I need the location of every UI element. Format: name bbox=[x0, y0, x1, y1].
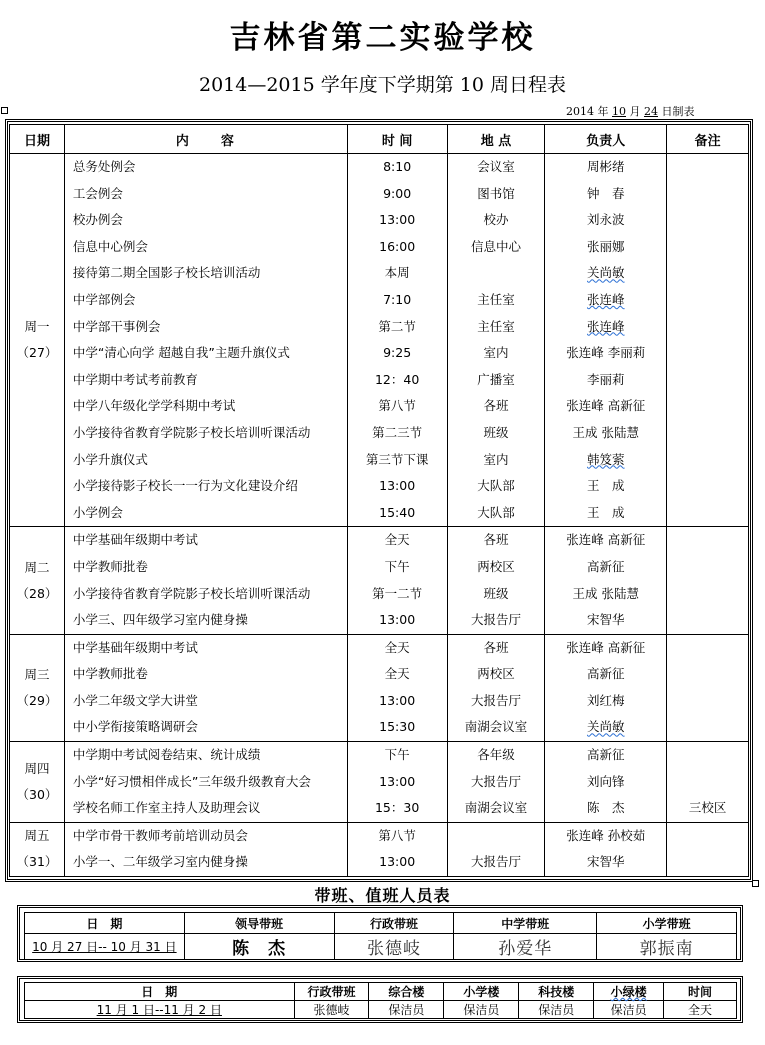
duty2-admin: 张德岐 bbox=[294, 1001, 369, 1019]
event-note bbox=[667, 635, 748, 662]
event-content: 工会例会 bbox=[72, 185, 123, 201]
duty1-middle: 孙爱华 bbox=[454, 934, 597, 960]
event-owner: 张连峰 李丽莉 bbox=[566, 345, 646, 361]
event-place: 大报告厅 bbox=[470, 692, 521, 708]
event-owner: 张连峰 高新征 bbox=[566, 398, 646, 414]
day-date: （29） bbox=[16, 692, 58, 708]
event-note bbox=[667, 154, 748, 181]
duty2-h-time: 时间 bbox=[664, 983, 737, 1001]
day-date: （31） bbox=[16, 854, 58, 870]
event-content: 信息中心例会 bbox=[72, 238, 148, 254]
day-row bbox=[10, 634, 749, 741]
col-day: 日期 bbox=[10, 125, 65, 154]
day-name: 周四 bbox=[24, 760, 50, 776]
event-place: 班级 bbox=[483, 424, 509, 440]
duty2-primary-bldg: 保洁员 bbox=[444, 1001, 519, 1019]
event-place-cell bbox=[447, 154, 545, 527]
event-time: 9:25 bbox=[383, 345, 412, 361]
duty1-leader: 陈 杰 bbox=[184, 934, 334, 960]
event-time: 13:00 bbox=[379, 692, 416, 708]
event-time: 全天 bbox=[384, 666, 410, 682]
event-content-cell bbox=[64, 634, 347, 741]
event-content: 中学期中考试阅卷结束、统计成绩 bbox=[72, 747, 261, 763]
event-place: 各班 bbox=[483, 532, 509, 548]
event-owner: 王成 张陆慧 bbox=[572, 585, 639, 601]
duty2-h-primary-bldg: 小学楼 bbox=[444, 983, 519, 1001]
day-date: （28） bbox=[16, 585, 58, 601]
col-time: 时 间 bbox=[347, 125, 447, 154]
day-row bbox=[10, 154, 749, 527]
event-owner-cell bbox=[545, 527, 667, 634]
duty1-primary: 郭振南 bbox=[597, 934, 737, 960]
event-time: 第八节 bbox=[378, 398, 416, 414]
event-place bbox=[448, 823, 545, 850]
event-owner: 高新征 bbox=[587, 666, 625, 682]
event-time: 全天 bbox=[384, 639, 410, 655]
event-content: 中学部干事例会 bbox=[72, 318, 161, 334]
event-place: 大队部 bbox=[477, 478, 515, 494]
event-place: 校办 bbox=[483, 212, 509, 228]
event-content-cell bbox=[64, 154, 347, 527]
event-owner: 张连峰 高新征 bbox=[566, 639, 646, 655]
event-note bbox=[667, 447, 748, 474]
event-content: 小学接待省教育学院影子校长培训听课活动 bbox=[72, 585, 311, 601]
event-content: 中学八年级化学学科期中考试 bbox=[72, 398, 236, 414]
duty2-tech-bldg: 保洁员 bbox=[519, 1001, 594, 1019]
event-place: 南湖会议室 bbox=[464, 719, 528, 735]
event-note bbox=[667, 607, 748, 634]
event-owner: 韩笈萦 bbox=[587, 451, 625, 467]
event-note bbox=[667, 769, 748, 796]
duty2-green-bldg: 保洁员 bbox=[594, 1001, 664, 1019]
event-owner: 高新征 bbox=[587, 747, 625, 763]
duty-table-2 bbox=[24, 982, 737, 1019]
event-note-cell bbox=[667, 742, 749, 823]
event-note-cell bbox=[667, 154, 749, 527]
duty-table-2-header bbox=[25, 983, 737, 1001]
event-content: 接待第二期全国影子校长培训活动 bbox=[72, 265, 261, 281]
event-owner: 王成 张陆慧 bbox=[572, 424, 639, 440]
duty1-h-middle: 中学带班 bbox=[454, 913, 597, 934]
event-time: 15:40 bbox=[379, 504, 416, 520]
event-owner: 张连峰 高新征 bbox=[566, 532, 646, 548]
event-note: 三校区 bbox=[688, 800, 727, 816]
event-time: 15：30 bbox=[374, 800, 420, 816]
event-content: 小学接待省教育学院影子校长培训听课活动 bbox=[72, 424, 311, 440]
event-time: 第八节 bbox=[378, 827, 416, 843]
event-time: 第三节下课 bbox=[365, 451, 429, 467]
event-time: 第一二节 bbox=[372, 585, 423, 601]
event-content: 中小学衔接策略调研会 bbox=[72, 719, 198, 735]
event-content: 中学教师批卷 bbox=[72, 666, 148, 682]
event-content: 中学基础年级期中考试 bbox=[72, 639, 198, 655]
event-place bbox=[448, 260, 545, 287]
event-note bbox=[667, 473, 748, 500]
event-time: 下午 bbox=[384, 558, 410, 574]
duty2-time: 全天 bbox=[664, 1001, 737, 1019]
event-time: 13:00 bbox=[379, 612, 416, 628]
event-place: 室内 bbox=[483, 451, 509, 467]
event-time: 12：40 bbox=[374, 371, 420, 387]
event-note bbox=[667, 581, 748, 608]
duty-table-1-header bbox=[25, 913, 737, 934]
day-cell bbox=[10, 822, 65, 876]
event-time: 第二节 bbox=[378, 318, 416, 334]
event-owner: 高新征 bbox=[587, 558, 625, 574]
event-note-cell bbox=[667, 527, 749, 634]
event-owner: 陈 杰 bbox=[587, 800, 625, 816]
event-place: 两校区 bbox=[477, 666, 515, 682]
event-time-cell bbox=[347, 822, 447, 876]
col-note: 备注 bbox=[667, 125, 749, 154]
event-note bbox=[667, 234, 748, 261]
school-title: 吉林省第二实验学校 bbox=[229, 20, 536, 56]
duty2-complex: 保洁员 bbox=[369, 1001, 444, 1019]
event-time-cell bbox=[347, 742, 447, 823]
event-place-cell bbox=[447, 527, 545, 634]
event-place: 会议室 bbox=[477, 159, 515, 174]
event-owner: 关尚敏 bbox=[587, 719, 625, 735]
col-place: 地 点 bbox=[447, 125, 545, 154]
event-time: 下午 bbox=[384, 747, 410, 763]
event-time: 15:30 bbox=[379, 719, 416, 735]
event-owner-cell bbox=[545, 634, 667, 741]
event-place: 南湖会议室 bbox=[464, 800, 528, 816]
event-content: 小学二年级文学大讲堂 bbox=[72, 692, 198, 708]
day-row bbox=[10, 822, 749, 876]
event-place-cell bbox=[447, 634, 545, 741]
event-note bbox=[667, 714, 748, 741]
schedule-subtitle: 2014—2015 学年度下学期第 10 周日程表 bbox=[198, 74, 566, 96]
event-content: 中学市骨干教师考前培训动员会 bbox=[72, 827, 248, 843]
duty2-h-admin: 行政带班 bbox=[294, 983, 369, 1001]
event-place: 各年级 bbox=[477, 747, 515, 763]
event-place: 大报告厅 bbox=[470, 854, 521, 870]
event-note bbox=[667, 367, 748, 394]
resize-handle-top-left[interactable] bbox=[1, 107, 8, 114]
event-place: 两校区 bbox=[477, 558, 515, 574]
event-note bbox=[667, 688, 748, 715]
event-owner: 李丽莉 bbox=[587, 371, 625, 387]
event-owner: 宋智华 bbox=[587, 612, 625, 628]
event-note-cell bbox=[667, 634, 749, 741]
day-date: （30） bbox=[16, 786, 58, 802]
event-note bbox=[667, 742, 748, 769]
duty1-h-date: 日 期 bbox=[25, 913, 185, 934]
day-name: 周二 bbox=[24, 559, 50, 575]
duty1-h-leader: 领导带班 bbox=[184, 913, 334, 934]
day-cell bbox=[10, 634, 65, 741]
day-row bbox=[10, 527, 749, 634]
event-content-cell bbox=[64, 822, 347, 876]
event-time-cell bbox=[347, 634, 447, 741]
event-place: 广播室 bbox=[477, 371, 515, 387]
event-owner: 钟 春 bbox=[587, 185, 625, 201]
event-note bbox=[667, 207, 748, 234]
event-note bbox=[667, 500, 748, 527]
event-place: 大报告厅 bbox=[470, 612, 521, 628]
schedule-table bbox=[9, 124, 749, 877]
date-made: 2014 年 10 月 24 日制表 bbox=[566, 105, 695, 118]
event-time: 16:00 bbox=[379, 238, 416, 254]
event-content: 中学“清心向学 超越自我”主题升旗仪式 bbox=[72, 345, 290, 361]
event-time-cell bbox=[347, 154, 447, 527]
event-note bbox=[667, 287, 748, 314]
event-note bbox=[667, 420, 748, 447]
event-note bbox=[667, 314, 748, 341]
event-place: 主任室 bbox=[477, 291, 515, 307]
event-content: 中学部例会 bbox=[72, 291, 136, 307]
event-place: 图书馆 bbox=[477, 185, 515, 201]
event-note bbox=[667, 181, 748, 208]
event-content: 小学“好习惯相伴成长”三年级升级教育大会 bbox=[72, 773, 311, 789]
duty1-h-primary: 小学带班 bbox=[597, 913, 737, 934]
event-owner: 关尚敏 bbox=[587, 265, 625, 281]
event-place: 班级 bbox=[483, 585, 509, 601]
event-owner: 刘永波 bbox=[587, 212, 625, 228]
event-owner: 刘向锋 bbox=[587, 773, 625, 789]
event-content: 小学升旗仪式 bbox=[72, 451, 148, 467]
duty-title: 带班、值班人员表 bbox=[314, 886, 451, 905]
event-note bbox=[667, 527, 748, 554]
event-content: 小学接待影子校长一一行为文化建设介绍 bbox=[72, 478, 298, 494]
event-content: 总务处例会 bbox=[72, 159, 136, 174]
event-place: 信息中心 bbox=[470, 238, 521, 254]
event-content-cell bbox=[64, 527, 347, 634]
event-content: 中学教师批卷 bbox=[72, 558, 148, 574]
day-date: （27） bbox=[16, 345, 58, 361]
event-note bbox=[667, 661, 748, 688]
event-note-cell bbox=[667, 822, 749, 876]
event-owner-cell bbox=[545, 154, 667, 527]
event-owner: 王 成 bbox=[587, 478, 625, 494]
event-place-cell bbox=[447, 822, 545, 876]
event-time: 第二三节 bbox=[372, 424, 423, 440]
day-row bbox=[10, 742, 749, 823]
event-owner: 张连峰 bbox=[587, 318, 625, 334]
event-owner: 王 成 bbox=[587, 504, 625, 520]
event-owner: 张连峰 孙校茹 bbox=[566, 827, 646, 843]
duty2-h-green-bldg: 小绿楼 bbox=[594, 983, 664, 1001]
event-note bbox=[667, 260, 748, 287]
event-content: 小学三、四年级学习室内健身操 bbox=[72, 612, 248, 628]
event-time: 全天 bbox=[384, 532, 410, 548]
duty1-date: 10 月 27 日-- 10 月 31 日 bbox=[25, 934, 185, 960]
event-note bbox=[667, 554, 748, 581]
event-owner-cell bbox=[545, 822, 667, 876]
event-content: 小学例会 bbox=[72, 504, 123, 520]
event-content-cell bbox=[64, 742, 347, 823]
event-content: 小学一、二年级学习室内健身操 bbox=[72, 854, 248, 870]
event-content: 学校名师工作室主持人及助理会议 bbox=[72, 800, 261, 816]
event-time: 7:10 bbox=[383, 291, 412, 307]
duty2-h-date: 日 期 bbox=[25, 983, 295, 1001]
event-place: 大报告厅 bbox=[470, 773, 521, 789]
event-note bbox=[667, 823, 748, 850]
event-time: 本周 bbox=[384, 265, 410, 281]
event-note bbox=[667, 393, 748, 420]
event-place: 大队部 bbox=[477, 504, 515, 520]
event-note bbox=[667, 849, 748, 876]
event-content: 中学期中考试考前教育 bbox=[72, 371, 198, 387]
event-place: 各班 bbox=[483, 398, 509, 414]
event-time: 8:10 bbox=[383, 159, 412, 174]
day-cell bbox=[10, 154, 65, 527]
event-time: 13:00 bbox=[379, 478, 416, 494]
duty1-h-admin: 行政带班 bbox=[334, 913, 454, 934]
duty1-admin: 张德岐 bbox=[334, 934, 454, 960]
duty-table-1-row bbox=[25, 934, 737, 960]
event-place: 室内 bbox=[483, 345, 509, 361]
event-owner: 刘红梅 bbox=[587, 692, 625, 708]
day-cell bbox=[10, 742, 65, 823]
event-time: 9:00 bbox=[383, 185, 412, 201]
schedule-header-row bbox=[10, 125, 749, 154]
day-cell bbox=[10, 527, 65, 634]
event-owner: 周彬绪 bbox=[587, 159, 625, 174]
col-content: 内 容 bbox=[64, 125, 347, 154]
event-place-cell bbox=[447, 742, 545, 823]
day-name: 周三 bbox=[24, 666, 50, 682]
event-note bbox=[667, 340, 748, 367]
event-owner-cell bbox=[545, 742, 667, 823]
event-content: 中学基础年级期中考试 bbox=[72, 532, 198, 548]
duty-table-1 bbox=[24, 912, 737, 960]
event-time: 13:00 bbox=[379, 854, 416, 870]
event-content: 校办例会 bbox=[72, 212, 123, 228]
event-time: 13:00 bbox=[379, 773, 416, 789]
event-time: 13:00 bbox=[379, 212, 416, 228]
event-place: 各班 bbox=[483, 639, 509, 655]
duty2-h-tech-bldg: 科技楼 bbox=[519, 983, 594, 1001]
col-owner: 负责人 bbox=[545, 125, 667, 154]
duty2-date: 11 月 1 日--11 月 2 日 bbox=[25, 1001, 295, 1019]
event-owner: 张丽娜 bbox=[587, 238, 625, 254]
event-time-cell bbox=[347, 527, 447, 634]
duty-table-2-row bbox=[25, 1001, 737, 1019]
event-owner: 宋智华 bbox=[587, 854, 625, 870]
event-place: 主任室 bbox=[477, 318, 515, 334]
day-name: 周五 bbox=[24, 828, 50, 844]
event-owner: 张连峰 bbox=[587, 291, 625, 307]
day-name: 周一 bbox=[24, 319, 50, 335]
duty2-h-complex: 综合楼 bbox=[369, 983, 444, 1001]
